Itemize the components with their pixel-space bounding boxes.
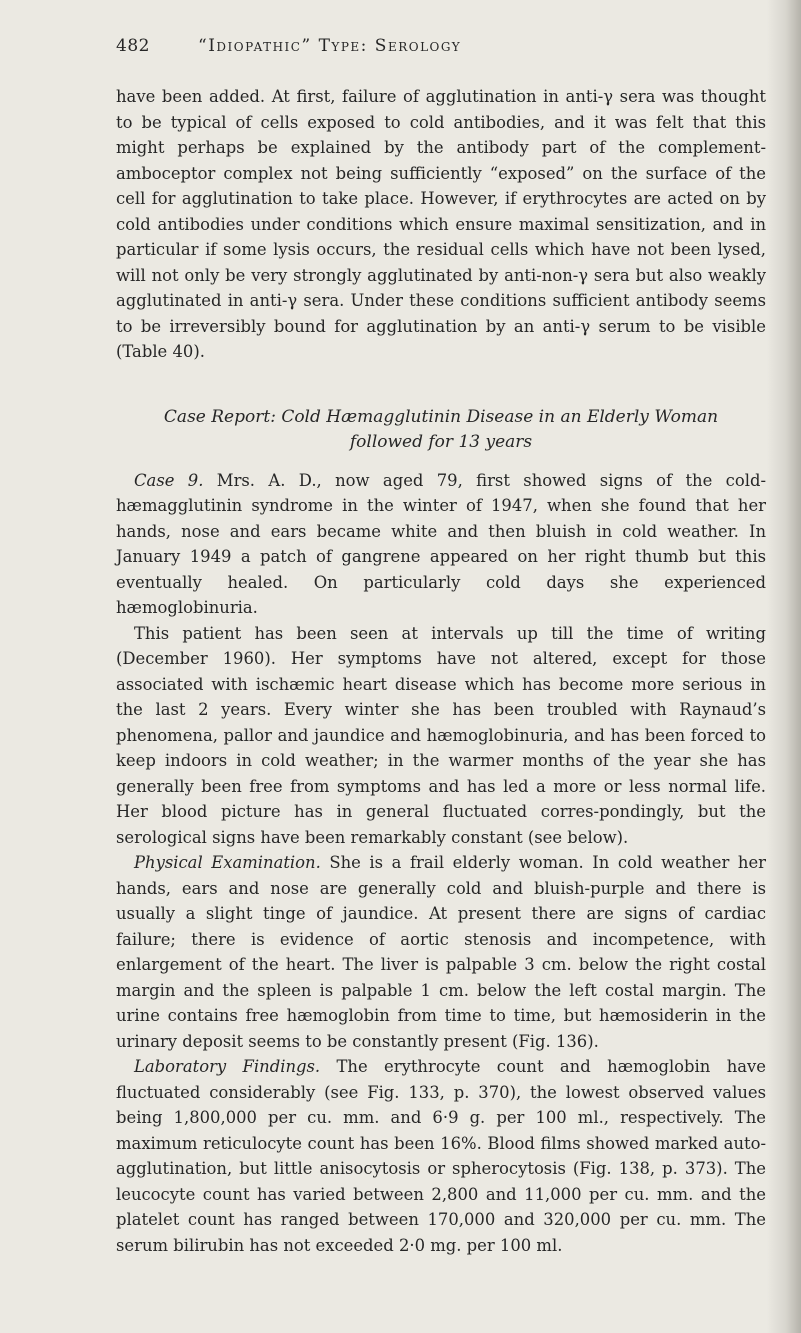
running-title: “Idiopathic” Type: Serology xyxy=(198,36,462,56)
page-edge-shadow xyxy=(767,0,801,1333)
laboratory-findings-text: The erythrocyte count and hæmoglobin have fluctuated considerably (see Fig. 133, p. 370), the lowest observed values being 1,800,000 per cu. mm. and 6·9 g. per 100 ml., respectively. The maximum reticulocyte count has been 16%. Blood films showed marked auto-agglutination, but little anisocytosis or spherocytosis (Fig. 138, p. 373). The leucocyte count has varied between 2,800 and 11,000 per cu. mm. and the platelet count has ranged between 170,000 and 320,000 per cu. mm. The serum bilirubin has not exceeded 2·0 mg. per 100 ml. xyxy=(116,1057,766,1255)
physical-examination-text: She is a frail elderly woman. In cold weather her hands, ears and nose are generally cold and bluish-purple and there is usually a slight tinge of jaundice. At present there are signs of cardiac failure; there is evidence of aortic stenosis and incompetence, with enlargement of the heart. The liver is palpable 3 cm. below the right costal margin and the spleen is palpable 1 cm. below the left costal margin. The urine contains free hæmoglobin from time to time, but hæmosiderin in the urinary deposit seems to be constantly present (Fig. 136). xyxy=(116,853,766,1051)
case-report-heading xyxy=(116,405,766,456)
case-report-heading-line1: Case Report: Cold Hæmagglutinin Disease in an Elderly Woman xyxy=(163,406,719,427)
page-content xyxy=(116,36,766,1258)
paragraph-serology: have been added. At first, failure of agglutination in anti-γ sera was thought to be typical of cells exposed to cold antibodies, and it was felt that this might perhaps be explained by the antibody part of the complement-amboceptor complex not being sufficiently “exposed” on the surface of the cell for agglutination to take place. However, if erythrocytes are acted on by cold antibodies under conditions which ensure maximal sensitization, and in particular if some lysis occurs, the residual cells which have not been lysed, will not only be very strongly agglutinated by anti-non-γ sera but also weakly agglutinated in anti-γ sera. Under these conditions sufficient antibody seems to be irreversibly bound for agglutination by an anti-γ serum to be visible (Table 40). xyxy=(116,87,766,361)
case-9-lead: Case 9. xyxy=(134,470,204,490)
page-number: 482 xyxy=(116,36,150,56)
paragraph-case-9 xyxy=(116,468,766,621)
running-head xyxy=(116,36,766,66)
body-text xyxy=(116,84,766,1258)
case-9-text: Mrs. A. D., now aged 79, first showed signs of the cold-hæmagglutinin syndrome in the winter of 1947, when she found that her hands, nose and ears became white and then bluish in cold weather. In January 1949 a patch of gangrene appeared on her right thumb but this eventually healed. On particularly cold days she experienced hæmoglobinuria. xyxy=(116,470,766,617)
paragraph-laboratory-findings xyxy=(116,1054,766,1258)
case-report-heading-line2: followed for 13 years xyxy=(349,432,533,452)
paragraph-patient-history: This patient has been seen at intervals up till the time of writing (December 1960). Her symptoms have not altered, except for those associated with ischæmic heart disease which has become more serious in the last 2 years. Every winter she has been troubled with Raynaud’s phenomena, pallor and jaundice and hæmoglobinuria, and has been forced to keep indoors in cold weather; in the warmer months of the year she has generally been free from symptoms and has led a more or less normal life. Her blood picture has in general fluctuated corres-pondingly, but the serological signs have been remarkably constant (see below). xyxy=(116,623,766,847)
laboratory-findings-lead: Laboratory Findings. xyxy=(134,1057,321,1076)
paragraph-physical-examination xyxy=(116,850,766,1054)
physical-examination-lead: Physical Examination. xyxy=(134,853,321,872)
